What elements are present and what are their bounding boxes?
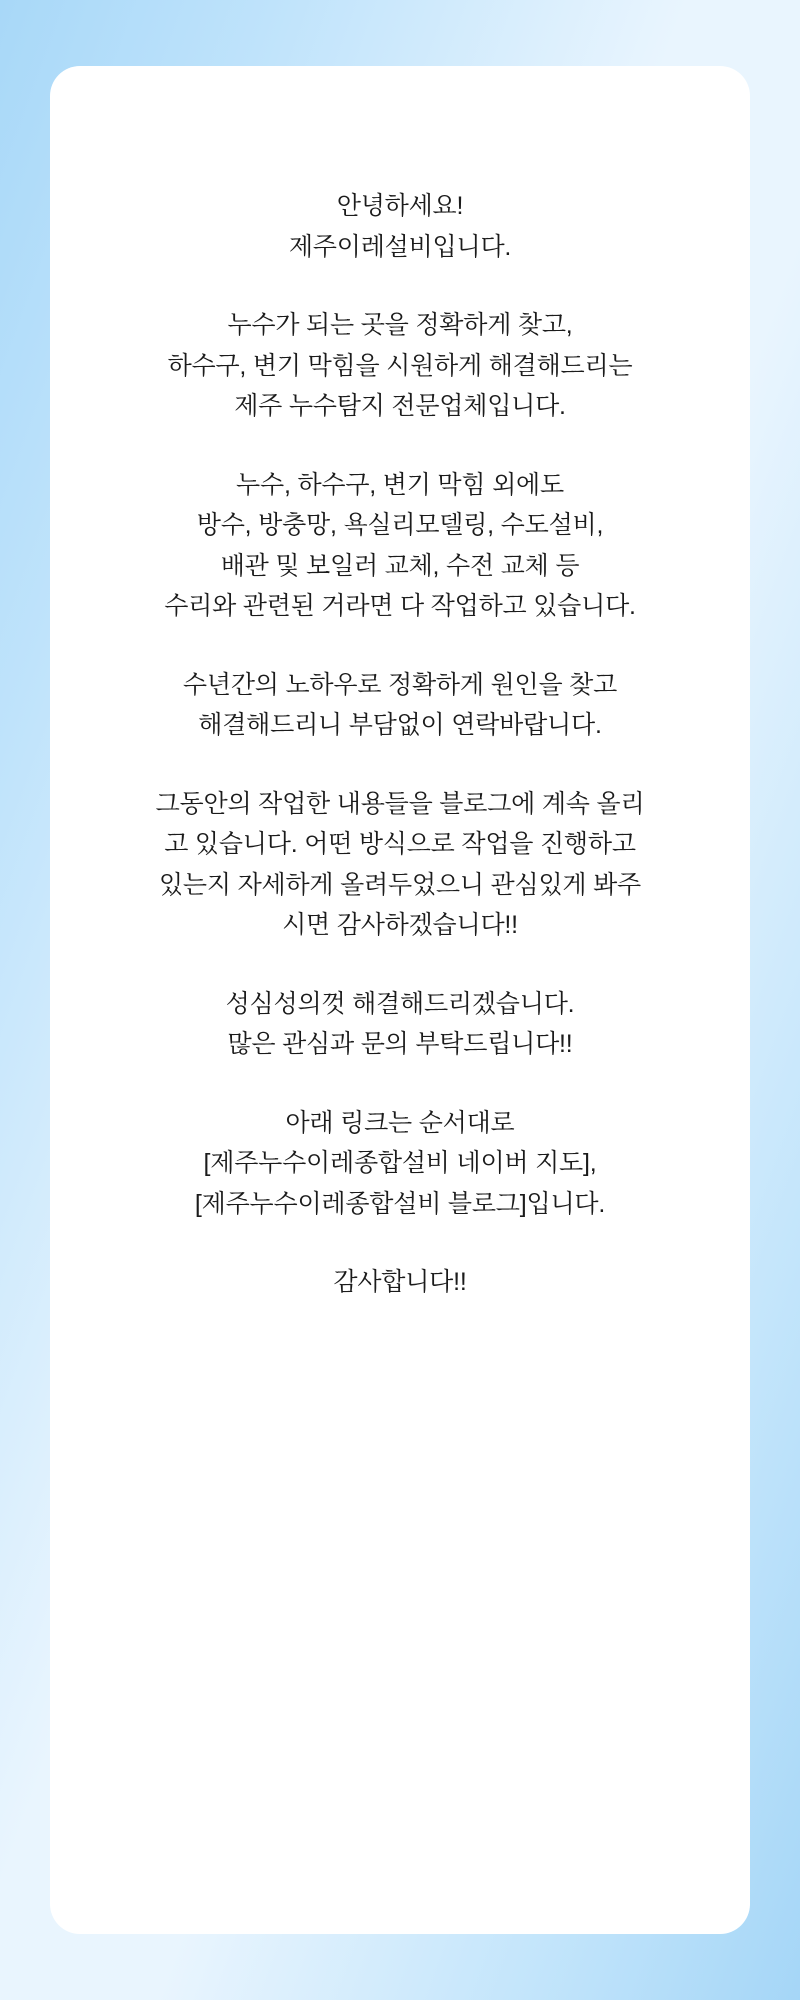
text-line: 많은 관심과 문의 부탁드립니다!! xyxy=(227,1030,573,1058)
text-line: 제주이레설비입니다. xyxy=(288,232,512,261)
text-line: 안녕하세요! xyxy=(336,192,464,220)
text-line: 그동안의 작업한 내용들을 블로그에 계속 올리 xyxy=(155,789,645,818)
notice-body xyxy=(90,186,710,1303)
notice-card xyxy=(50,66,750,1934)
paragraph-services xyxy=(90,465,710,627)
text-line: 수리와 관련된 거라면 다 작업하고 있습니다. xyxy=(164,592,636,620)
text-line: 해결해드리니 부담없이 연락바랍니다. xyxy=(198,711,602,739)
paragraph-experience xyxy=(90,665,710,746)
link-label-naver-map: [제주누수이레종합설비 네이버 지도], xyxy=(203,1149,597,1177)
paragraph-closing-request xyxy=(90,984,710,1065)
text-line: 누수가 되는 곳을 정확하게 찾고, xyxy=(227,311,573,339)
text-line: 배관 및 보일러 교체, 수전 교체 등 xyxy=(220,551,580,580)
text-line: 감사합니다!! xyxy=(333,1268,467,1296)
text-line: 하수구, 변기 막힘을 시원하게 해결해드리는 xyxy=(167,351,633,380)
paragraph-greeting xyxy=(90,186,710,267)
text-line: 수년간의 노하우로 정확하게 원인을 찾고 xyxy=(182,670,618,699)
text-line: 시면 감사하겠습니다!! xyxy=(282,911,518,939)
text-line: 누수, 하수구, 변기 막힘 외에도 xyxy=(236,470,564,499)
paragraph-intro xyxy=(90,305,710,427)
text-line: 아래 링크는 순서대로 xyxy=(285,1108,515,1137)
text-line: 있는지 자세하게 올려두었으니 관심있게 봐주 xyxy=(158,870,642,899)
text-line: 방수, 방충망, 욕실리모델링, 수도설비, xyxy=(196,511,604,539)
text-line: 고 있습니다. 어떤 방식으로 작업을 진행하고 xyxy=(164,830,636,858)
paragraph-blog xyxy=(90,784,710,946)
paragraph-thanks xyxy=(90,1262,710,1303)
text-line: 제주 누수탐지 전문업체입니다. xyxy=(234,392,566,420)
link-label-blog: [제주누수이레종합설비 블로그]입니다. xyxy=(194,1189,606,1218)
text-line: 성심성의껏 해결해드리겠습니다. xyxy=(225,989,575,1018)
paragraph-links xyxy=(90,1103,710,1225)
